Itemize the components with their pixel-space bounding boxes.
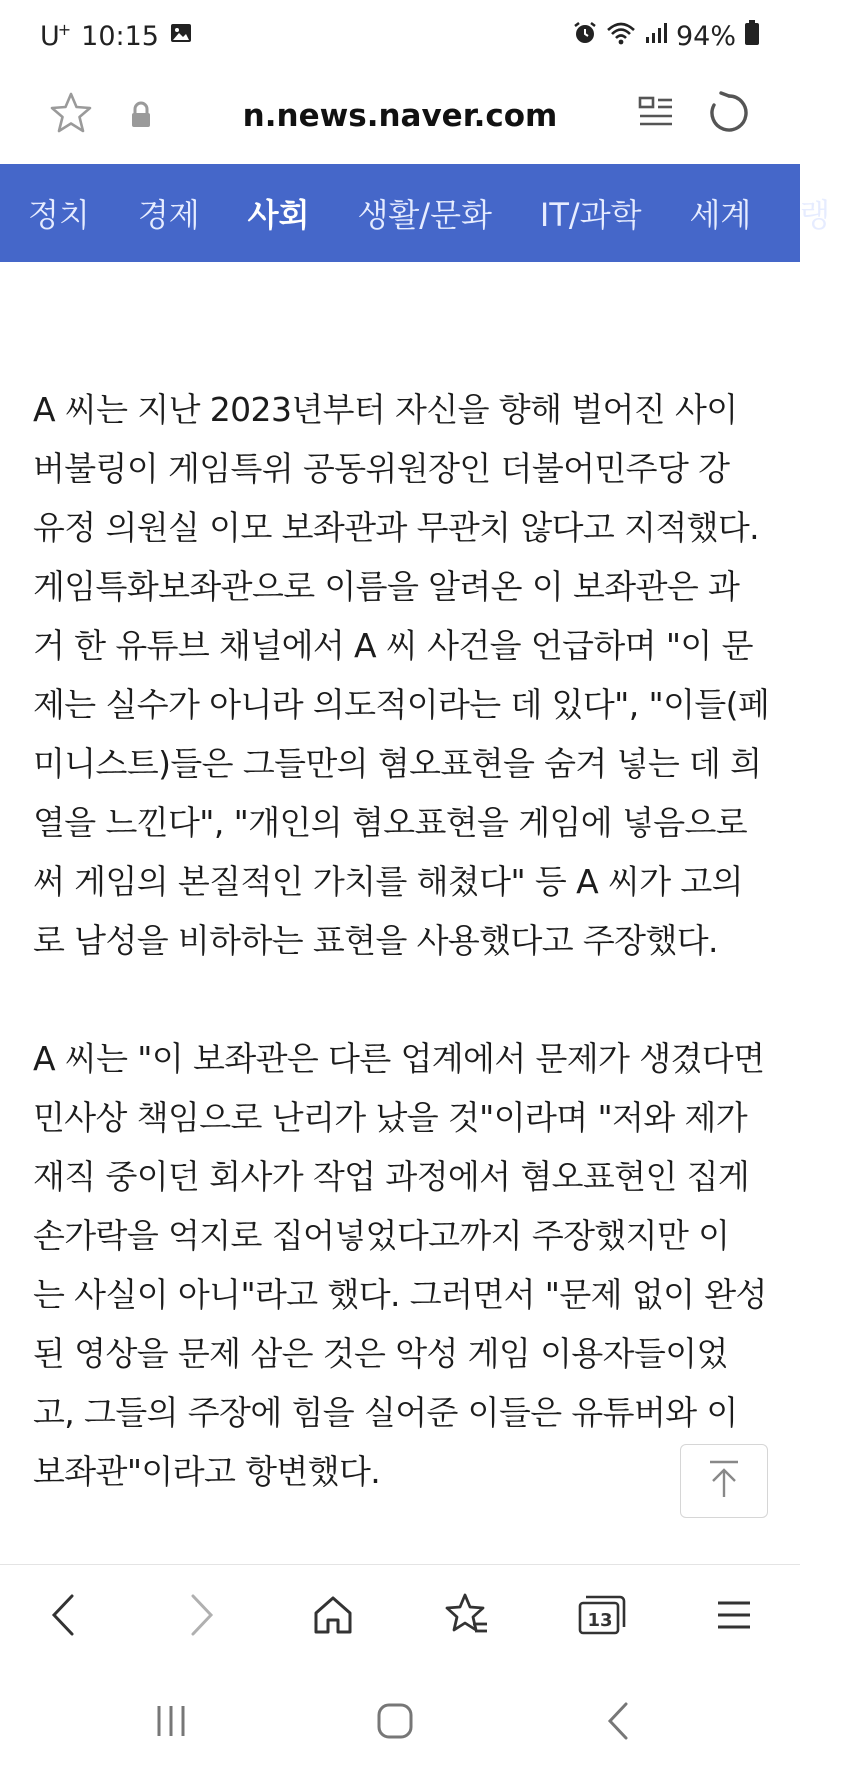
tabs-icon (570, 1587, 630, 1647)
reader-mode-icon[interactable] (636, 94, 676, 138)
alarm-icon (572, 20, 598, 53)
battery-icon (744, 20, 760, 53)
url-text[interactable]: n.news.naver.com (242, 98, 558, 134)
forward-icon (181, 1592, 221, 1642)
category-tab-4[interactable]: 생활/문화 (357, 196, 492, 234)
tab-count: 13 (587, 1609, 613, 1631)
recent-apps-button[interactable] (141, 1698, 201, 1748)
browser-url-bar (0, 76, 800, 164)
category-nav (0, 164, 831, 262)
menu-icon (714, 1595, 754, 1639)
home-button[interactable] (303, 1587, 363, 1647)
status-bar (0, 0, 800, 76)
category-tabs (0, 164, 850, 262)
reload-icon[interactable] (706, 90, 752, 140)
tabs-button[interactable] (570, 1587, 630, 1647)
system-back-icon (600, 1700, 640, 1746)
status-left (40, 20, 193, 52)
wifi-icon (606, 20, 636, 53)
system-home-button[interactable] (365, 1698, 425, 1748)
carrier-label: U+ (40, 20, 72, 52)
category-tab-5[interactable]: IT/과학 (539, 196, 642, 234)
home-circle-icon (374, 1700, 416, 1746)
system-back-button[interactable] (590, 1698, 650, 1748)
article-paragraph-2: A 씨는 "이 보좌관은 다른 업계에서 문제가 생겼다면 민사상 책임으로 난리가 났을 것"이라며 "저와 제가 재직 중이던 회사가 작업 과정에서 혐오표현인 집게 손가락을 억지로 집어넣었다고까지 주장했지만 이 는 사실이 아니"라고 했다. 그러면서 "문제 없이 완성 된 영상을 문제 삼은 것은 악성 게임 이용자들이었 고, 그들의 주장에 힘을 실어준 이들은 유튜버와 이 보좌관"이라고 항변했다. (33, 1039, 767, 1491)
system-navigation-bar (0, 1668, 800, 1778)
menu-button[interactable] (704, 1587, 764, 1647)
battery-text: 94% (675, 21, 736, 52)
browser-toolbar (0, 1564, 800, 1668)
category-tab-6[interactable]: 세계 (689, 196, 752, 234)
back-icon (44, 1592, 84, 1642)
forward-button[interactable] (171, 1587, 231, 1647)
category-tab-3[interactable]: 사회 (247, 196, 310, 234)
bookmarks-button[interactable] (437, 1587, 497, 1647)
article-body (33, 380, 773, 1560)
status-right (572, 20, 760, 53)
back-button[interactable] (34, 1587, 94, 1647)
scroll-to-top-button[interactable] (680, 1444, 768, 1518)
gallery-icon (169, 21, 193, 52)
bookmarks-icon (443, 1592, 491, 1642)
category-tab-1[interactable]: 정치 (28, 196, 90, 234)
category-tab-2[interactable]: 경제 (137, 196, 200, 234)
arrow-up-icon (704, 1457, 744, 1505)
recent-apps-icon (151, 1701, 191, 1745)
home-icon (311, 1593, 355, 1641)
signal-icon (644, 21, 668, 52)
category-tab-7[interactable]: 랭 (799, 196, 831, 234)
clock: 10:15 (81, 20, 159, 52)
article-paragraph-1: A 씨는 지난 2023년부터 자신을 향해 벌어진 사이 버불링이 게임특위 공동위원장인 더불어민주당 강 유정 의원실 이모 보좌관과 무관치 않다고 지적했다. 게임특화보좌관으로 이름을 알려온 이 보좌관은 과 거 한 유튜브 채널에서 A 씨 사건을 언급하며 "이 문 제는 실수가 아니라 의도적이라는 데 있다", "이들(페 미니스트)들은 그들만의 혐오표현을 숨겨 넣는 데 희 열을 느낀다", "개인의 혐오표현을 게임에 넣음으로 써 게임의 본질적인 가치를 해쳤다" 등 A 씨가 고의 로 남성을 비하하는 표현을 사용했다고 주장했다. (33, 390, 770, 960)
